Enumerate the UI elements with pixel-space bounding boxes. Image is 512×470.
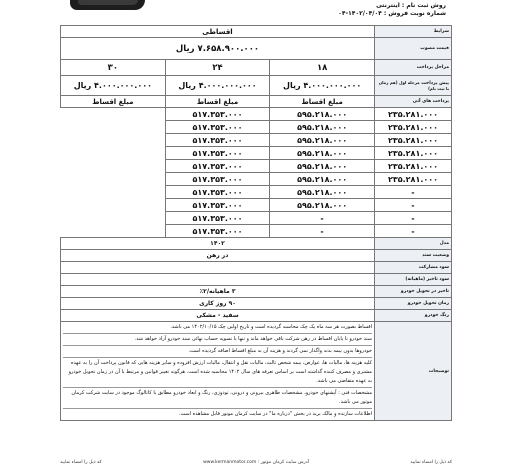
price-value: ۷.۶۵۸.۹۰۰.۰۰۰ ریال [61, 38, 375, 60]
color-label: رنگ خودرو [375, 310, 452, 322]
stages-label: مراحل پرداخت [375, 60, 452, 76]
installment-amount: ۵۱۷.۳۵۳.۰۰۰ [165, 173, 270, 186]
delivery-delay-value: ۳ ماهیانه/۲٪ [61, 286, 375, 298]
installments-label: پرداخت های آتی [375, 96, 452, 108]
delivery-time-value: ۹۰ روز کاری [61, 298, 375, 310]
terms-value: اقساطی [61, 26, 375, 38]
installment-amount: ۵۱۷.۳۵۳.۰۰۰ [165, 121, 270, 134]
notes-list [61, 322, 375, 421]
installment-amount: ۵۹۵.۲۱۸.۰۰۰ [270, 121, 375, 134]
note-item: سند خودرو تا پایان اقساط در رهن شرکت باقی خواهد ماند و تنها با تسویه حساب نهائی سند خودرو آزاد خواهد شد. [63, 334, 372, 346]
footer-signature-left: که ذیل را امضاء نمایید [60, 460, 102, 465]
note-item: مشخصات فنی : آپشنهای خودرو، مشخصات ظاهری بیرونی و درونی، تودوزی، رنگ و ابعاد خودرو مطابق با کاتالوگ موجود در سایت شرکت کرمان موتور می باشد. [63, 388, 372, 409]
installments-rows [61, 108, 452, 238]
notes-label: توضیحات [375, 322, 452, 421]
prepay-value: ۴.۰۰۰.۰۰۰.۰۰۰ ریال [61, 76, 166, 96]
note-item: اقساط بصورت هر سه ماه یک چک محاسبه گردیده است و تاریخ اولین چک ۱۴۰۲/۱۰/۱۵ می باشد. [63, 322, 372, 334]
prepay-value: ۴.۰۰۰.۰۰۰.۰۰۰ ریال [270, 76, 375, 96]
installment-amount: ۲۳۵.۲۸۱.۰۰۰ [375, 173, 452, 186]
installment-amount: - [375, 225, 452, 238]
installment-amount: - [375, 199, 452, 212]
installment-amount: ۵۱۷.۳۵۳.۰۰۰ [165, 147, 270, 160]
prepay-subtitle: مرحله اول (هم زمان با ثبت نام) [378, 79, 449, 91]
sales-conditions-table [60, 25, 452, 421]
installment-amount: ۲۳۵.۲۸۱.۰۰۰ [375, 134, 452, 147]
stage-24: ۲۴ [165, 60, 270, 76]
color-value: سفید - مشکی [61, 310, 375, 322]
profit-value [61, 262, 375, 274]
installment-amount: ۵۹۵.۲۱۸.۰۰۰ [270, 134, 375, 147]
installment-amount: ۵۱۷.۳۵۳.۰۰۰ [165, 134, 270, 147]
installment-header: مبلغ اقساط [165, 96, 270, 108]
prepay-value: ۴.۰۰۰.۰۰۰.۰۰۰ ریال [165, 76, 270, 96]
delivery-delay-label: تاخیر در تحویل خودرو [375, 286, 452, 298]
prepay-label [375, 76, 452, 96]
price-label: قیمت مصوب [375, 38, 452, 60]
installment-amount: ۵۱۷.۳۵۳.۰۰۰ [165, 225, 270, 238]
installment-amount: ۵۱۷.۳۵۳.۰۰۰ [165, 108, 270, 121]
footer-signature-right: که ذیل را امضاء نمایید [410, 460, 452, 465]
installment-amount: ۵۹۵.۲۱۸.۰۰۰ [270, 186, 375, 199]
delay-label: سود تاخیر (ماهیانه) [375, 274, 452, 286]
installment-amount: ۵۱۷.۳۵۳.۰۰۰ [165, 186, 270, 199]
note-item: اطلاعات سازنده و مالک برند در بخش "درباره ما" در سایت کرمان موتور قابل مشاهده است. [178, 411, 372, 417]
installment-amount: ۵۱۷.۳۵۳.۰۰۰ [165, 160, 270, 173]
model-value: ۱۴۰۲ [61, 238, 375, 250]
note-item: خودروها بدون بیمه بدنه واگذار نمی گردند و هزینه آن به مبلغ اقساط اضافه گردیده است. [63, 346, 372, 358]
installment-header: مبلغ اقساط [61, 96, 166, 108]
model-label: مدل [375, 238, 452, 250]
installment-amount: ۵۹۵.۲۱۸.۰۰۰ [270, 160, 375, 173]
installment-amount: ۵۱۷.۳۵۳.۰۰۰ [165, 212, 270, 225]
delivery-time-label: زمان تحویل خودرو [375, 298, 452, 310]
note-item: کلیه هزینه ها، مالیات ها، عوارض، بیمه شخص ثالث، مالیات نقل و انتقال، مالیات ارزش افزوده و سایر هزینه هایی که قانون پرداخت آن را به عهده مشتری و مصرف کننده گذاشته است بر اساس تعرفه های سال ۱۴۰۲ محاسبه شده است. هرگونه تغییر قوانین و مرتبط با آن در زمان تحویل خودرو به عهده متقاضی می باشد. [63, 358, 372, 388]
installment-amount: - [375, 186, 452, 199]
condition-value: در رهن [61, 250, 375, 262]
terms-label: شرایط [375, 26, 452, 38]
installment-amount: ۲۳۵.۲۸۱.۰۰۰ [375, 121, 452, 134]
footer-website: آدرس سایت کرمان موتور : www.kermanmotor.com [203, 460, 309, 465]
registration-method: روش ثبت نام : اینترنتی [376, 2, 446, 9]
installment-amount: - [270, 212, 375, 225]
installment-amount: - [375, 212, 452, 225]
installment-amount: ۲۳۵.۲۸۱.۰۰۰ [375, 147, 452, 160]
installment-amount: ۵۱۷.۳۵۳.۰۰۰ [165, 199, 270, 212]
installment-amount: ۵۹۵.۲۱۸.۰۰۰ [270, 108, 375, 121]
stage-18: ۱۸ [270, 60, 375, 76]
delay-value [61, 274, 375, 286]
installment-amount: - [270, 225, 375, 238]
profit-label: سود مشارکت [375, 262, 452, 274]
installment-amount: ۵۹۵.۲۱۸.۰۰۰ [270, 173, 375, 186]
installment-amount: ۲۳۵.۲۸۱.۰۰۰ [375, 108, 452, 121]
condition-label: وضعیت سند [375, 250, 452, 262]
car-image [70, 0, 145, 10]
prepay-title: پیش پرداخت [421, 80, 449, 86]
sales-round-number: شماره نوبت فروش : ۱۴۰۲/۰۴/۰۴-۰۴ [338, 10, 446, 17]
installment-amount: ۲۳۵.۲۸۱.۰۰۰ [375, 160, 452, 173]
installment-amount: ۵۹۵.۲۱۸.۰۰۰ [270, 199, 375, 212]
installment-header: مبلغ اقساط [270, 96, 375, 108]
stage-30: ۳۰ [61, 60, 166, 76]
installment-amount: ۵۹۵.۲۱۸.۰۰۰ [270, 147, 375, 160]
